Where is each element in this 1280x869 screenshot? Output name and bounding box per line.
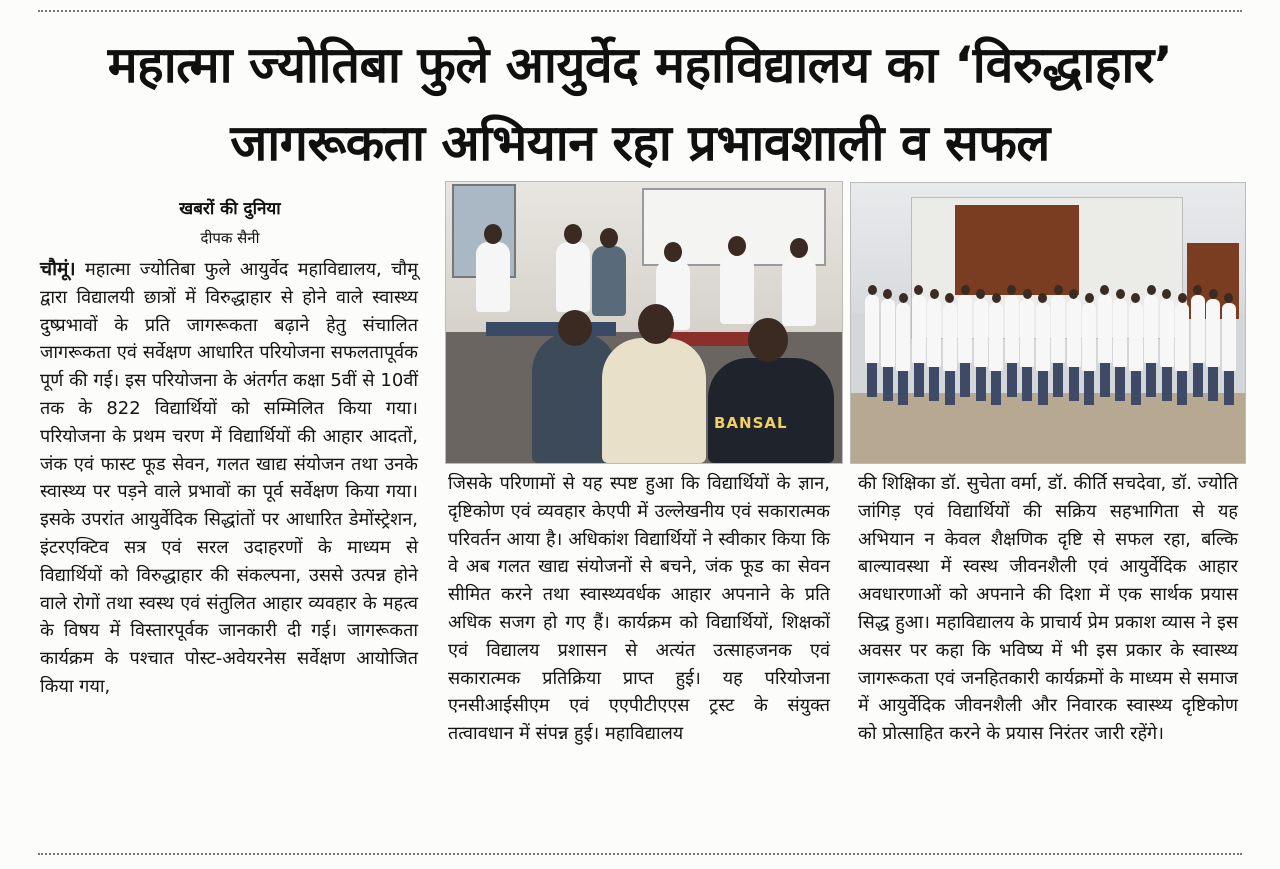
group-person-legs [945, 369, 955, 405]
classroom-photo [445, 181, 843, 464]
group-person-legs [1224, 369, 1234, 405]
group-person-head [1085, 293, 1094, 303]
group-person-legs [898, 369, 908, 405]
group-person-legs [1193, 361, 1203, 397]
group-person-legs [1162, 365, 1172, 401]
bottom-dotted-rule [38, 853, 1242, 855]
group-person [1113, 299, 1127, 367]
group-person [1051, 295, 1065, 363]
group-person-legs [914, 361, 924, 397]
group-person-head [1131, 293, 1140, 303]
group-person-legs [960, 361, 970, 397]
column-3-text: की शिक्षिका डॉ. सुचेता वर्मा, डॉ. कीर्ति सचदेवा, डॉ. ज्योति जांगिड़ एवं विद्यार्थियों की सक्रिय सहभागिता से यह अभियान न केवल शैक्षणिक दृष्टि से सफल रहा, बल्कि बाल्यावस्था में स्वस्थ जीवनशैली एवं आयुर्वेदिक आहार अवधारणाओं को अपनाने की दिशा में एक सार्थक प्रयास सिद्ध हुआ। महाविद्यालय के प्राचार्य प्रेम प्रकाश व्यास ने इस अवसर पर कहा कि भविष्य में भी इस प्रकार के स्वास्थ्य जागरूकता एवं जनहितकारी कार्यक्रमों के माध्यम से समाज में आयुर्वेदिक जीवनशैली और निवारक स्वास्थ्य दृष्टिकोण को प्रोत्साहित करने के प्रयास निरंतर जारी रहेंगे। [858, 473, 1238, 745]
group-person [974, 299, 988, 367]
group-person [1191, 295, 1205, 363]
group-person [865, 295, 879, 363]
group-person-head [1209, 289, 1218, 299]
group-person [1160, 299, 1174, 367]
group-person [1005, 295, 1019, 363]
group-person-head [1224, 293, 1233, 303]
group-person-head [899, 293, 908, 303]
byline-source: खबरों की दुनिया [179, 199, 281, 219]
group-person [912, 295, 926, 363]
group-person-legs [1007, 361, 1017, 397]
group-person [1020, 299, 1034, 367]
group-person [1067, 299, 1081, 367]
group-person-head [1147, 285, 1156, 295]
group-person-head [914, 285, 923, 295]
dateline: चौमूं। [40, 258, 76, 280]
group-person-legs [1131, 369, 1141, 405]
group-person-head [992, 293, 1001, 303]
group-person-head [1193, 285, 1202, 295]
group-person-legs [1115, 365, 1125, 401]
column-2-text: जिसके परिणामों से यह स्पष्ट हुआ कि विद्यार्थियों के ज्ञान, दृष्टिकोण एवं व्यवहार केएपी में उल्लेखनीय एवं सकारात्मक परिवर्तन आया है। अधिकांश विद्यार्थियों ने स्वीकार किया कि वे अब गलत खाद्य संयोजनों से बचने, जंक फूड का सेवन सीमित करने तथा स्वास्थ्यवर्धक आहार अपनाने के प्रति अधिक सजग हो गए हैं। कार्यक्रम को विद्यार्थियों, शिक्षकों एवं विद्यालय प्रशासन से अत्यंत उत्साहजनक एवं सकारात्मक प्रतिक्रिया प्राप्त हुई। यह परियोजना एनसीआईसीएम एवं एएपीटीएएस ट्रस्ट के संयुक्त तत्वावधान में संपन्न हुई। महाविद्यालय [448, 473, 830, 745]
group-person [927, 299, 941, 367]
group-person-legs [1022, 365, 1032, 401]
group-person [1222, 303, 1236, 371]
group-person [1144, 295, 1158, 363]
group-person-head [868, 285, 877, 295]
group-person-legs [929, 365, 939, 401]
group-person [958, 295, 972, 363]
group-person-legs [1069, 365, 1079, 401]
group-person-legs [883, 365, 893, 401]
group-person [943, 303, 957, 371]
group-person-head [1038, 293, 1047, 303]
jacket-text: BANSAL [714, 414, 788, 432]
group-photo [850, 182, 1246, 464]
group-person [1129, 303, 1143, 371]
group-person-legs [1146, 361, 1156, 397]
group-person-legs [867, 361, 877, 397]
group-person-legs [1208, 365, 1218, 401]
group-person [896, 303, 910, 371]
article-column-1 [40, 256, 418, 701]
top-dotted-rule [38, 10, 1242, 12]
group-person-head [1054, 285, 1063, 295]
group-person-legs [1177, 369, 1187, 405]
group-person-legs [976, 365, 986, 401]
group-person-head [930, 289, 939, 299]
group-person-legs [1100, 361, 1110, 397]
group-person-legs [1053, 361, 1063, 397]
group-person-legs [1038, 369, 1048, 405]
group-person-head [1100, 285, 1109, 295]
group-person [1175, 303, 1189, 371]
group-person-head [1023, 289, 1032, 299]
group-person-head [1069, 289, 1078, 299]
group-person [989, 303, 1003, 371]
group-person-legs [991, 369, 1001, 405]
group-person [1036, 303, 1050, 371]
article-column-3 [858, 470, 1238, 748]
column-1-text: महात्मा ज्योतिबा फुले आयुर्वेद महाविद्यालय, चौमू द्वारा विद्यालयी छात्रों में विरुद्धाहार से होने वाले स्वास्थ्य दुष्प्रभावों के प्रति जागरूकता बढ़ाने हेतु संचालित जागरूकता एवं सर्वेक्षण आधारित परियोजना सफलतापूर्वक पूर्ण की गई। इस परियोजना के अंतर्गत कक्षा 5वीं से 10वीं तक के 822 विद्यार्थियों को सम्मिलित किया गया। परियोजना के प्रथम चरण में विद्यार्थियों की आहार आदतों, जंक एवं फास्ट फूड सेवन, गलत खाद्य संयोजन तथा उनके स्वास्थ्य पर पड़ने वाले प्रभावों का पूर्व सर्वेक्षण किया गया। इसके उपरांत आयुर्वेदिक सिद्धांतों पर आधारित डेमोंस्ट्रेशन, इंटरएक्टिव सत्र एवं सरल उदाहरणों के माध्यम से विद्यार्थियों को विरुद्धाहार की संकल्पना, उससे उत्पन्न होने वाले रोगों तथा स्वस्थ एवं संतुलित आहार व्यवहार के महत्व के विषय में विस्तारपूर्वक जानकारी दी गई। जागरूकता कार्यक्रम के पश्चात पोस्ट-अवेयरनेस सर्वेक्षण आयोजित किया गया, [40, 259, 418, 697]
byline-author: दीपक सैनी [200, 229, 260, 247]
group-person-head [1116, 289, 1125, 299]
headline-line-1: महात्मा ज्योतिबा फुले आयुर्वेद महाविद्यालय का ‘विरुद्धाहार’ [107, 36, 1173, 94]
group-person-head [1162, 289, 1171, 299]
group-person [881, 299, 895, 367]
group-person-head [883, 289, 892, 299]
group-person [1098, 295, 1112, 363]
group-person-legs [1084, 369, 1094, 405]
group-person-head [1178, 293, 1187, 303]
group-person [1206, 299, 1220, 367]
article-column-2 [448, 470, 830, 748]
group-person-head [961, 285, 970, 295]
group-person-head [945, 293, 954, 303]
group-person-head [1007, 285, 1016, 295]
headline-line-2: जागरूकता अभियान रहा प्रभावशाली व सफल [230, 114, 1050, 172]
group-person [1082, 303, 1096, 371]
group-person-head [976, 289, 985, 299]
